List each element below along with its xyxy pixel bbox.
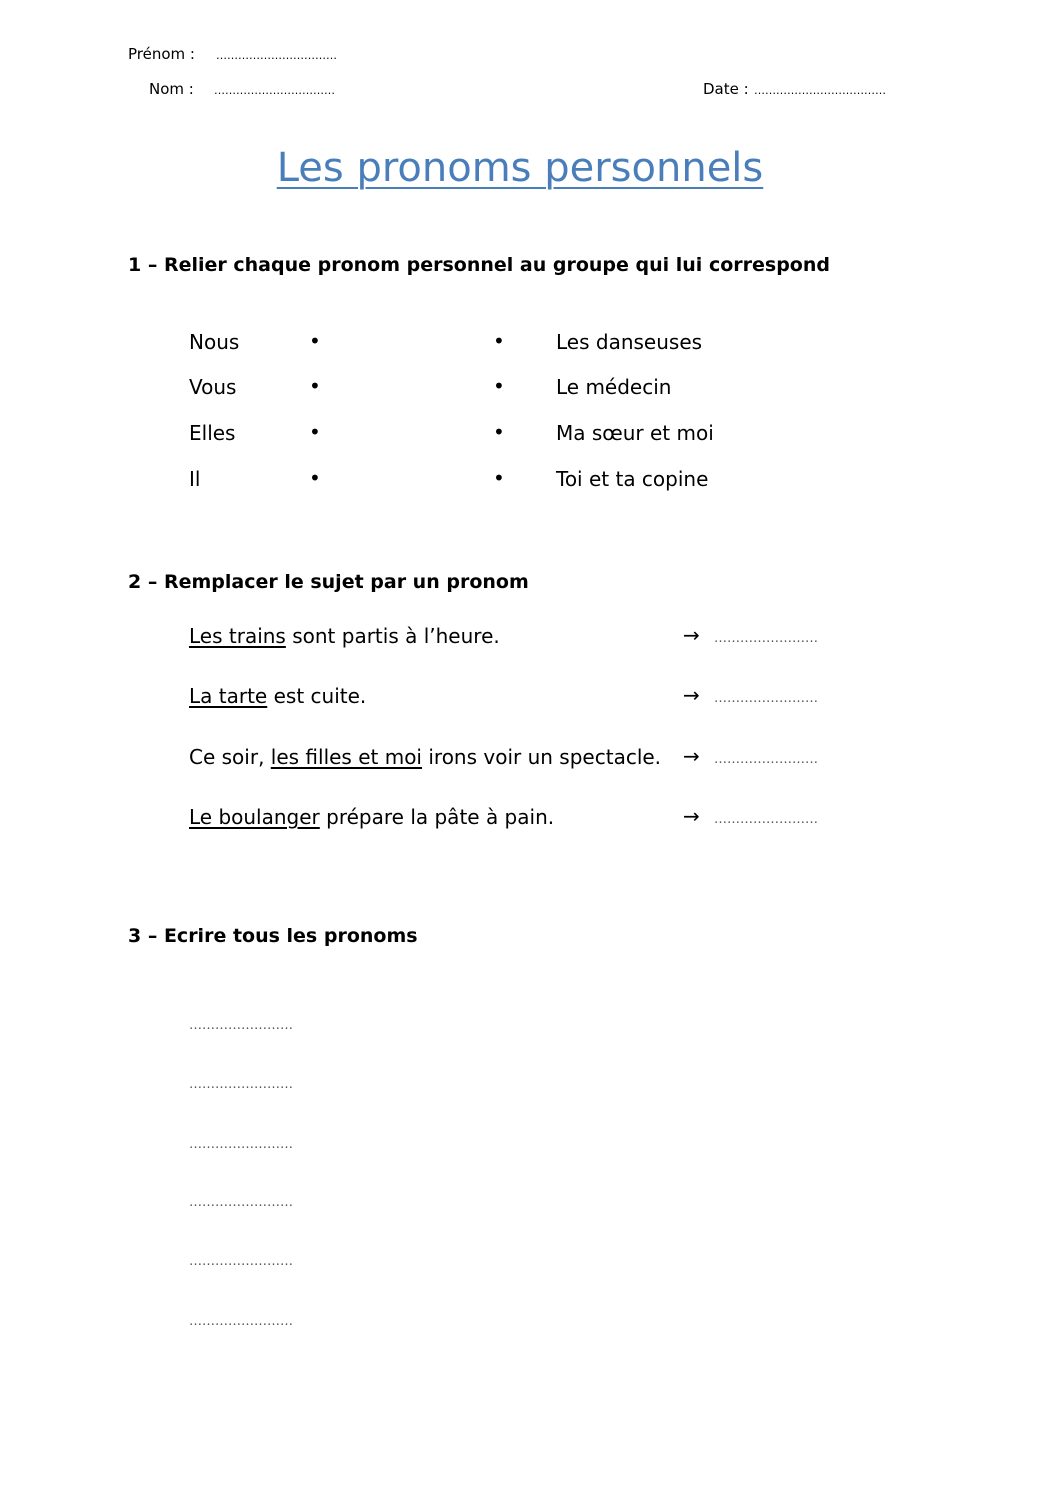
arrow-icon: → — [683, 683, 700, 707]
date-label: Date : — [703, 80, 749, 98]
write-field[interactable]: …………………… — [189, 1077, 293, 1092]
pronoun-item: Elles — [189, 421, 236, 445]
arrow-icon: → — [683, 623, 700, 647]
prenom-field[interactable]: …………………………… — [216, 49, 337, 62]
sentence-after: prépare la pâte à pain. — [319, 805, 555, 829]
sentence — [189, 683, 366, 709]
pronoun-item: Vous — [189, 375, 237, 399]
group-item: Toi et ta copine — [556, 467, 709, 491]
prenom-label: Prénom : — [128, 45, 195, 63]
group-item: Ma sœur et moi — [556, 421, 714, 445]
group-item: Les danseuses — [556, 330, 703, 354]
answer-field[interactable]: …………………… — [714, 631, 818, 646]
sentence — [189, 744, 661, 770]
right-bullet[interactable]: • — [493, 466, 505, 490]
left-bullet[interactable]: • — [309, 374, 321, 398]
sentence-subject: Le boulanger — [189, 805, 320, 829]
right-bullet[interactable]: • — [493, 420, 505, 444]
page-title: Les pronoms personnels — [276, 145, 764, 191]
pronoun-item: Il — [189, 467, 201, 491]
sentence-subject: les filles et moi — [270, 745, 422, 769]
sentence-after: sont partis à l’heure. — [285, 624, 500, 648]
answer-field[interactable]: …………………… — [714, 812, 818, 827]
pronoun-item: Nous — [189, 330, 240, 354]
right-bullet[interactable]: • — [493, 374, 505, 398]
write-field[interactable]: …………………… — [189, 1314, 293, 1329]
left-bullet[interactable]: • — [309, 466, 321, 490]
sentence — [189, 623, 500, 649]
left-bullet[interactable]: • — [309, 420, 321, 444]
group-item: Le médecin — [556, 375, 672, 399]
date-field[interactable]: ……………………………… — [754, 84, 886, 97]
left-bullet[interactable]: • — [309, 329, 321, 353]
arrow-icon: → — [683, 804, 700, 828]
right-bullet[interactable]: • — [493, 329, 505, 353]
sentence-after: irons voir un spectacle. — [422, 745, 662, 769]
write-field[interactable]: …………………… — [189, 1195, 293, 1210]
answer-field[interactable]: …………………… — [714, 691, 818, 706]
answer-field[interactable]: …………………… — [714, 752, 818, 767]
write-field[interactable]: …………………… — [189, 1137, 293, 1152]
write-field[interactable]: …………………… — [189, 1254, 293, 1269]
sentence-subject: La tarte — [189, 684, 268, 708]
exercise-3-heading: 3 – Ecrire tous les pronoms — [128, 925, 418, 947]
nom-label: Nom : — [149, 80, 194, 98]
exercise-2-heading: 2 – Remplacer le sujet par un pronom — [128, 571, 529, 593]
write-field[interactable]: …………………… — [189, 1018, 293, 1033]
sentence — [189, 804, 554, 830]
arrow-icon: → — [683, 744, 700, 768]
sentence-subject: Les trains — [189, 624, 286, 648]
nom-field[interactable]: …………………………… — [214, 84, 335, 97]
sentence-before: Ce soir, — [189, 745, 271, 769]
sentence-after: est cuite. — [267, 684, 367, 708]
exercise-1-heading: 1 – Relier chaque pronom personnel au groupe qui lui correspond — [128, 254, 830, 276]
